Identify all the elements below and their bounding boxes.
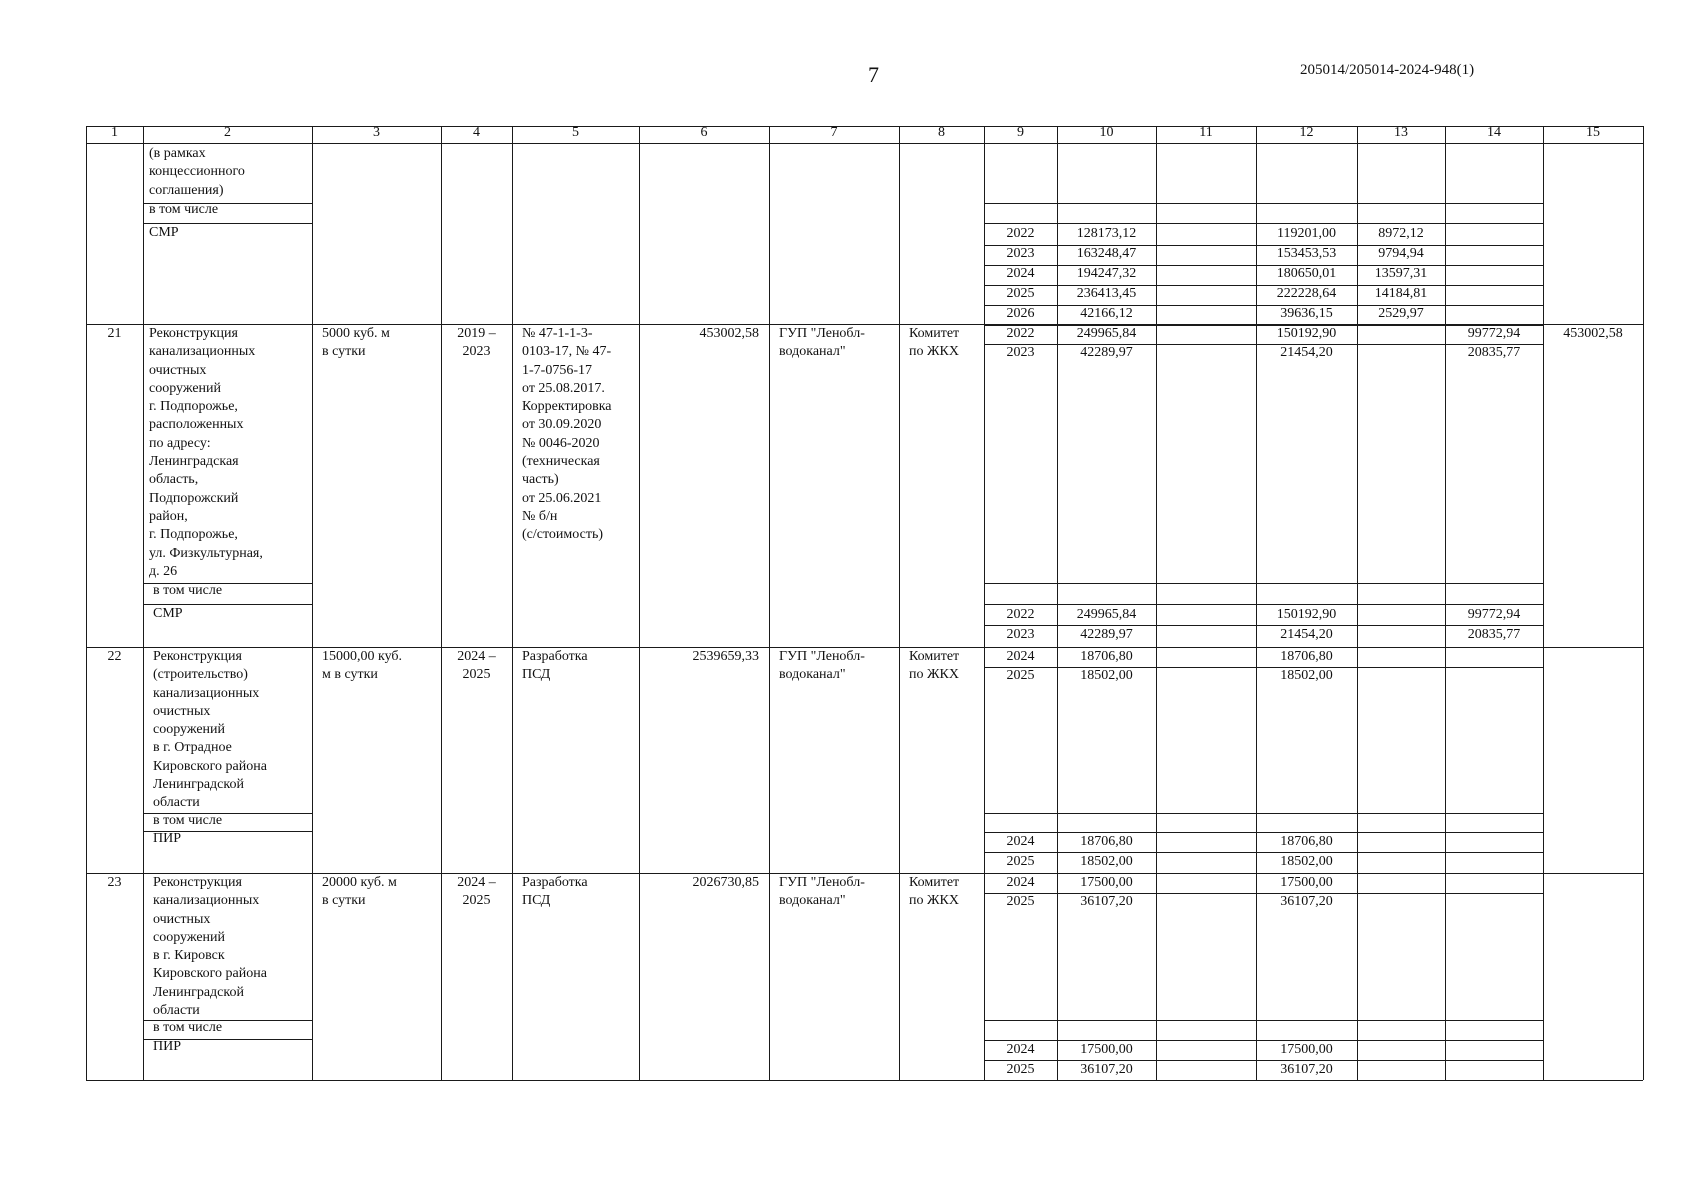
prev-sub-row-col12: 153453,53: [1276, 246, 1337, 261]
document-id: 205014/205014-2024-948(1): [1300, 62, 1475, 78]
finance-rule: [984, 223, 1543, 224]
r22-row-col9: 2025: [1006, 668, 1035, 683]
column-header-5: 5: [572, 125, 579, 140]
column-header-3: 3: [373, 125, 380, 140]
finance-rule: [984, 583, 1543, 584]
column-header-11: 11: [1199, 125, 1213, 140]
column-rule-7: [769, 126, 770, 1080]
prev-sub-row-col13: 9794,94: [1378, 246, 1424, 261]
r23-number: 23: [107, 875, 122, 890]
r23-sub-row-col12: 17500,00: [1280, 1042, 1333, 1057]
prev-sub-row-col13: 8972,12: [1378, 226, 1424, 241]
column-header-10: 10: [1099, 125, 1114, 140]
r21-row-col9: 2023: [1006, 345, 1035, 360]
table-left-border: [86, 126, 87, 1080]
r23-sub-row-col10: 36107,20: [1080, 1062, 1133, 1077]
prev-sub-row-col12: 39636,15: [1280, 306, 1333, 321]
r21-sub-row-col12: 21454,20: [1280, 627, 1333, 642]
column-header-13: 13: [1394, 125, 1408, 140]
r22-body: Комитет по ЖКХ: [909, 649, 960, 683]
r21-capacity: 5000 куб. м в сутки: [322, 326, 390, 360]
column-header-4: 4: [473, 125, 480, 140]
finance-rule: [984, 813, 1543, 814]
r21-body: Комитет по ЖКХ: [909, 326, 960, 360]
r23-sub-row-col12: 36107,20: [1280, 1062, 1333, 1077]
prev-sub-row-col9: 2023: [1006, 246, 1035, 261]
r22-period: 2024 – 2025: [457, 649, 496, 683]
r22-sub-row-col10: 18502,00: [1080, 854, 1133, 869]
prev-sub-row-col12: 180650,01: [1276, 266, 1337, 281]
r23-sub-row-col9: 2024: [1006, 1042, 1035, 1057]
r22-row-col10: 18706,80: [1080, 649, 1133, 664]
prev-sub-row-col12: 222228,64: [1276, 286, 1337, 301]
prev-sub-row-col9: 2025: [1006, 286, 1035, 301]
prev-sub-row-col10: 42166,12: [1080, 306, 1133, 321]
column-header-6: 6: [700, 125, 708, 140]
r22-row-col9: 2024: [1006, 649, 1035, 664]
r23-row-col9: 2024: [1006, 875, 1035, 890]
r23-row-col12: 17500,00: [1280, 875, 1333, 890]
prev-sub-row-col10: 194247,32: [1076, 266, 1137, 281]
r21-row-col9: 2022: [1006, 326, 1035, 341]
prev-sub-row-col13: 2529,97: [1378, 306, 1424, 321]
r22-row-col12: 18502,00: [1280, 668, 1333, 683]
column-rule-2: [143, 126, 144, 1080]
prev-name: (в рамках концессионного соглашения): [149, 146, 245, 198]
prev-sub-row-col10: 128173,12: [1076, 226, 1137, 241]
column-rule-5: [512, 126, 513, 1080]
column-header-15: 15: [1586, 125, 1600, 140]
r21-cost: 453002,58: [699, 326, 759, 341]
r22-capacity: 15000,00 куб. м в сутки: [322, 649, 403, 683]
r21-incl-label: в том числе: [153, 583, 223, 598]
column-rule-4: [441, 126, 442, 1080]
r23-sub-label: ПИР: [153, 1039, 182, 1054]
r21-docs: № 47-1-1-3- 0103-17, № 47- 1-7-0756-17 от 25.08.2017. Корректировка от 30.09.2020 № 0046-2020 (техническая часть) от 25.06.2021 № б/н (с/стоимость): [522, 326, 612, 543]
prev-sub-row-col13: 14184,81: [1374, 286, 1428, 301]
sub-rule: [984, 203, 1543, 204]
page-number: 7: [868, 62, 879, 87]
column-header-9: 9: [1017, 125, 1024, 140]
r22-sub-row-col9: 2025: [1006, 854, 1035, 869]
r21-sub-row-col14: 20835,77: [1467, 627, 1521, 642]
r21-row-col12: 21454,20: [1280, 345, 1333, 360]
prev-sub-row-col9: 2024: [1006, 266, 1035, 281]
column-header-7: 7: [830, 125, 838, 140]
r23-period: 2024 – 2025: [457, 875, 496, 909]
r21-col15: 453002,58: [1563, 326, 1623, 341]
column-rule-6: [639, 126, 640, 1080]
r22-sub-row-col9: 2024: [1006, 834, 1035, 849]
r22-row-col10: 18502,00: [1080, 668, 1133, 683]
r21-sub-row-col12: 150192,90: [1276, 607, 1337, 622]
r22-cost: 2539659,33: [692, 649, 759, 664]
r21-number: 21: [107, 326, 122, 341]
r21-sub-row-col9: 2023: [1006, 627, 1035, 642]
r23-body: Комитет по ЖКХ: [909, 875, 960, 909]
r21-row-col14: 99772,94: [1467, 326, 1521, 341]
r23-customer: ГУП "Ленобл- водоканал": [779, 875, 865, 909]
finance-rule: [984, 1020, 1543, 1021]
r23-incl-label: в том числе: [153, 1020, 223, 1035]
column-rule-8: [899, 126, 900, 1080]
r22-number: 22: [107, 649, 122, 664]
prev-sub-row-col13: 13597,31: [1374, 266, 1428, 281]
prev-incl-label: в том числе: [149, 202, 219, 217]
column-header-14: 14: [1487, 125, 1501, 140]
prev-sub-row-col9: 2022: [1006, 226, 1035, 241]
r23-row-col12: 36107,20: [1280, 894, 1333, 909]
r22-sub-row-col10: 18706,80: [1080, 834, 1133, 849]
r23-row-col9: 2025: [1006, 894, 1035, 909]
column-rule-14: [1445, 126, 1446, 1080]
r22-name: Реконструкция (строительство) канализационных очистных сооружений в г. Отрадное Кировского района Ленинградской области: [153, 649, 267, 811]
r21-sub-row-col9: 2022: [1006, 607, 1035, 622]
r22-incl-label: в том числе: [153, 813, 223, 828]
r21-period: 2019 – 2023: [457, 326, 496, 360]
r21-sub-row-col14: 99772,94: [1467, 607, 1521, 622]
r21-sub-row-col10: 42289,97: [1080, 627, 1133, 642]
r23-cost: 2026730,85: [692, 875, 759, 890]
prev-sub-row-col10: 236413,45: [1076, 286, 1137, 301]
r22-docs: Разработка ПСД: [522, 649, 588, 683]
column-rule-11: [1156, 126, 1157, 1080]
prev-sub-row-col10: 163248,47: [1076, 246, 1137, 261]
r22-sub-row-col12: 18502,00: [1280, 854, 1333, 869]
header-bottom-rule: [86, 143, 1643, 144]
column-header-8: 8: [938, 125, 945, 140]
column-header-12: 12: [1299, 125, 1314, 140]
r22-sub-label: ПИР: [153, 831, 182, 846]
r22-sub-row-col12: 18706,80: [1280, 834, 1333, 849]
r21-row-col10: 249965,84: [1076, 326, 1137, 341]
prev-sub-row-col9: 2026: [1006, 306, 1035, 321]
r23-sub-row-col10: 17500,00: [1080, 1042, 1133, 1057]
prev-sub-row-col12: 119201,00: [1277, 226, 1336, 241]
r23-row-col10: 17500,00: [1080, 875, 1133, 890]
r23-row-col10: 36107,20: [1080, 894, 1133, 909]
r21-sub-row-col10: 249965,84: [1076, 607, 1137, 622]
r21-row-col10: 42289,97: [1080, 345, 1133, 360]
finance-rule: [984, 604, 1543, 605]
r21-sub-label: СМР: [153, 606, 183, 621]
column-rule-15: [1543, 126, 1544, 1080]
r23-docs: Разработка ПСД: [522, 875, 588, 909]
table-bottom-border: [86, 1080, 1643, 1081]
r21-customer: ГУП "Ленобл- водоканал": [779, 326, 865, 360]
r21-row-col12: 150192,90: [1276, 326, 1337, 341]
r22-customer: ГУП "Ленобл- водоканал": [779, 649, 865, 683]
column-header-1: 1: [111, 125, 118, 140]
table-right-border: [1643, 126, 1644, 1080]
r23-capacity: 20000 куб. м в сутки: [322, 875, 397, 909]
r23-sub-row-col9: 2025: [1006, 1062, 1035, 1077]
prev-sub-label: СМР: [149, 225, 179, 240]
r23-name: Реконструкция канализационных очистных сооружений в г. Кировск Кировского района Ленинградской области: [153, 875, 267, 1019]
column-header-2: 2: [224, 125, 231, 140]
r21-row-col14: 20835,77: [1467, 345, 1521, 360]
r21-name: Реконструкция канализационных очистных сооружений г. Подпорожье, расположенных по адресу: Ленинградская область, Подпорожский район, г. Подпорожье, ул. Физкультурная, д. 26: [149, 326, 263, 579]
r22-row-col12: 18706,80: [1280, 649, 1333, 664]
